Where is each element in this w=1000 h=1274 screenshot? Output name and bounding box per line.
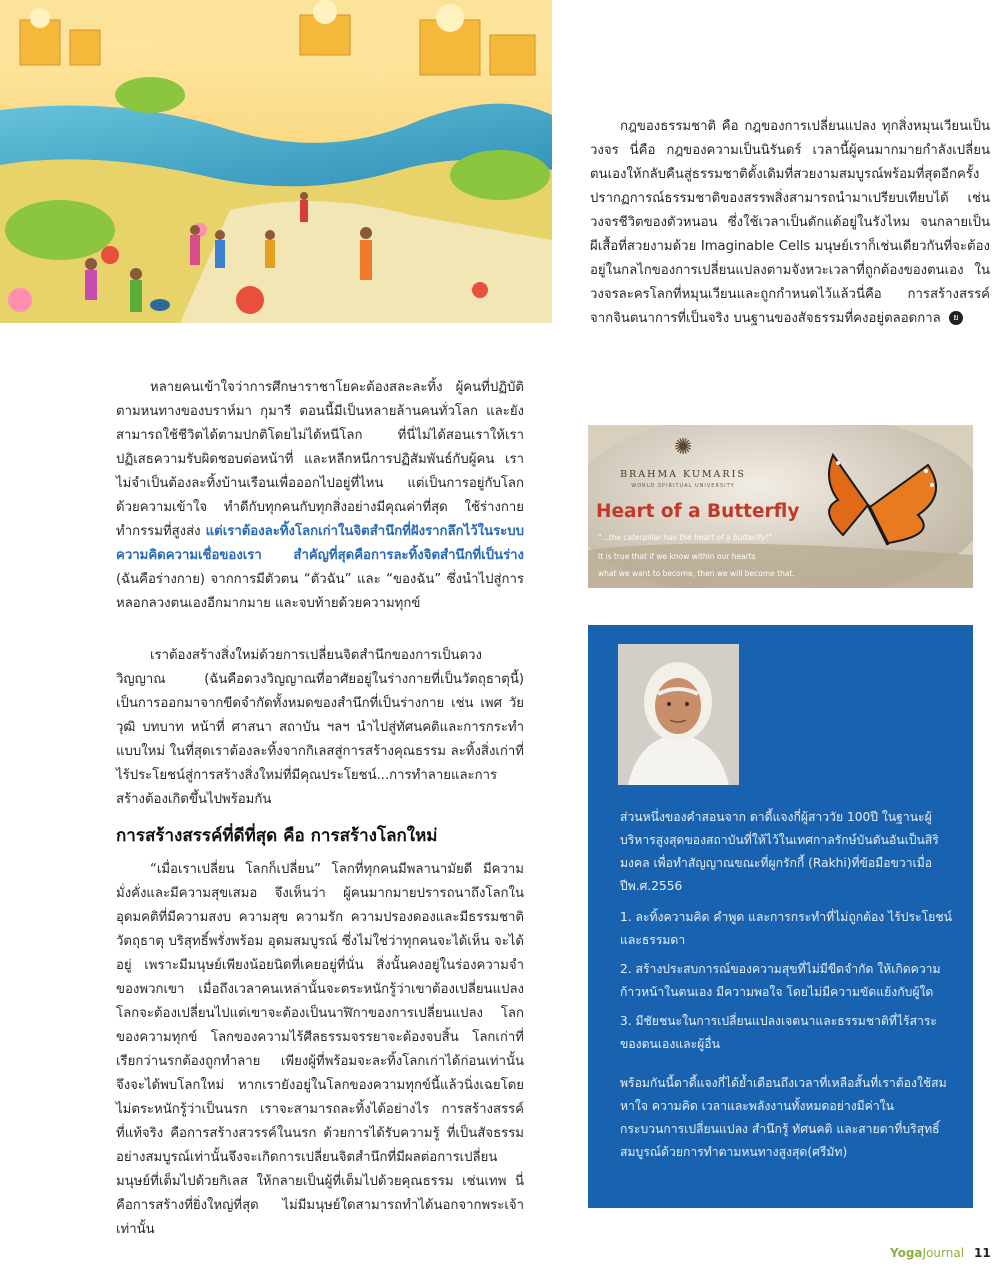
brand-name: BRAHMA KUMARIS (620, 469, 746, 480)
paragraph-soul-consciousness (116, 644, 524, 812)
paragraph-new-world (116, 858, 524, 1242)
intro-part-2: Imaginable Cells มนุษย์เราก็เช่นเดียวกันที่จะต้องอยู่ในกลไกของการเปลี่ยนแปลงตามจังหวะเวลาที่ถูกต้องของตนเอง ในวงจรละครโลกที่หมุนเวียนและถูกกำหนดไว้แล้วนี่คือ การสร้างสรรค์ จากจินตนาการที่เป็นจริง บนฐานของสัจธรรมที่คงอยู่ตลอดกาล (590, 239, 990, 326)
brand-subtitle: WORLD SPIRITUAL UNIVERSITY (631, 483, 735, 489)
teaching-item-1: 1. ละทิ้งความคิด คำพูด และการกระทำที่ไม่ถูกต้อง ไร้ประโยชน์และธรรมดา (620, 910, 952, 947)
page-footer (890, 1246, 991, 1260)
box-intro: ส่วนหนึ่งของคำสอนจาก ดาดี้แจงกี่ผู้สาววัย 100ปี ในฐานะผู้บริหารสูงสุดของสถาบันที่ให้ไว้ในเทศกาลรักษ์บันดันอันเป็นสิริมงคล เพื่อทำสัญญาณขณะที่ผูกรักกี้ (Rakhi)ที่ข้อมือขวาเมื่อปีพ.ศ.2556 (620, 810, 939, 893)
page-number: 11 (974, 1246, 991, 1260)
brand-journal: Journal (922, 1246, 965, 1260)
paragraph-1-start: หลายคนเข้าใจว่าการศึกษาราชาโยคะต้องสละละทิ้ง ผู้คนที่ปฏิบัติตามหนทางของบราห์มา กุมารี ตอนนี้มีเป็นหลายล้านคนทั่วโลก และยังสามารถใช้ชีวิตได้ตามปกติโดยไม่ได้หนีโลก ที่นี่ไม่ได้สอนเราให้เราปฏิเสธความรับผิดชอบต่อหน้าที่ และหลีกหนีการปฏิสัมพันธ์กับผู้คน เราไม่จำเป็นต้องละทิ้งบ้านเรือนเพื่อออกไปอยู่ที่ไหน แต่เป็นการอยู่กับโลกด้วยความเข้าใจ ทำดีกับทุกคนกับทุกสิ่งอย่างมีคุณค่าที่สุด ใช้ร่างกายทำกรรมที่สูงส่ง (116, 380, 524, 539)
section-heading: การสร้างสรรค์ที่ดีที่สุด คือ การสร้างโลกใหม่ (116, 826, 438, 846)
intro-part-1: กฎของธรรมชาติ คือ กฎของการเปลี่ยนแปลง ทุกสิ่งหมุนเวียนเป็นวงจร นี่คือ กฎของความเป็นนิรันดร์ เวลานี้ผู้คนมากมายกำลังเปลี่ยนตนเองให้กลับคืนสู่ธรรมชาติดั้งเดิมที่สวยงามสมบูรณ์พร้อมที่สุดอีกครั้ง ปรากฏการณ์ธรรมชาติของสรรพสิ่งสามารถนำมาเปรียบเทียบได้ เช่น วงจรชีวิตของตัวหนอน ซึ่งใช้เวลาเป็นดักแด้อยู่ในรังไหม จนกลายเป็นผีเสื้อที่สวยงามด้วย (590, 119, 990, 254)
paragraph-3-text: “เมื่อเราเปลี่ยน โลกก็เปลี่ยน” โลกที่ทุกคนมีพลานามัยดี มีความมั่งคั่งและมีความสุขเสมอ จึงเห็นว่า ผู้คนมากมายปรารถนาถึงโลกในอุดมคติที่มีความสงบ ความสุข ความรัก ความปรองดองและมีธรรมชาติ วัตถุธาตุ บริสุทธิ์พรั่งพร้อม อุดมสมบูรณ์ ซึ่งไม่ใช่ว่าทุกคนจะได้เห็น จะได้อยู่ เพราะมีมนุษย์เพียงน้อยนิดที่เคยอยู่ที่นั่น สิ่งนั้นคงอยู่ในร่องความจำของพวกเขา เมื่อถึงเวลาคนเหล่านั้นจะตระหนักรู้ว่าเขาต้องเปลี่ยนแปลง โลกจะต้องเปลี่ยนไปแต่เขาจะต้องเป็นนาฬิกาของการเปลี่ยนแปลง โลกของความทุกข์ โลกของความไร้ศีลธรรมจรรยาจะต้องจบสิ้น โลกเก่าที่เรียกว่านรกต้องถูกทำลาย เพียงผู้ที่พร้อมจะละทิ้งโลกเก่าได้ก่อนเท่านั้น จึงจะได้พบโลกใหม่ หากเรายังอยู่ในโลกของความทุกข์นี้แล้วนิ่งเฉยโดยไม่ตระหนักรู้ว่าเป็นนรก เราจะสามารถละทิ้งได้อย่างไร การสร้างสรรค์ที่แท้จริง คือการสร้างสวรรค์ในนรก ด้วยการได้รับความรู้ ที่เป็นสัจธรรมอย่างสมบูรณ์เท่านั้นจึงจะเกิดการเปลี่ยนจิตสำนึกที่มีผลต่อการเปลี่ยนมนุษย์ที่เต็มไปด้วยกิเลส ให้กลายเป็นผู้ที่เต็มไปด้วยคุณธรรม เช่นเทพ นี่คือการสร้างที่ยิ่งใหญ่ที่สุด ไม่มีมนุษย์ใดสามารถทำได้นอกจากพระเจ้าเท่านั้น (116, 862, 524, 1237)
end-mark-icon: ย (949, 311, 963, 325)
banner-line-1: It is true that if we know within our hearts (598, 552, 756, 561)
brand-lotus-icon: ✺ (674, 435, 693, 460)
banner-quote: "...the caterpillar has the heart of a butterfly!" (598, 533, 772, 542)
banner-title: Heart of a Butterfly (596, 501, 800, 522)
brand-yoga: Yoga (890, 1246, 923, 1260)
box-outro: พร้อมกันนี้ดาดี้แจงกี่ได้ย้ำเตือนถึงเวลาที่เหลือสั้นที่เราต้องใช้สมหาใจ ความคิด เวลาและพลังงานทั้งหมดอย่างมีค่าในกระบวนการเปลี่ยนแปลง สำนึกรู้ ทัศนคติ และสายตาที่บริสุทธิ์สมบูรณ์ด้วยการทำตามหนทางสูงสุด(ศรีมัท) (620, 1076, 947, 1159)
banner-line-2: what we want to become, then we will become that. (598, 569, 795, 578)
paragraph-2-text: เราต้องสร้างสิ่งใหม่ด้วยการเปลี่ยนจิตสำนึกของการเป็นดวงวิญญาณ (ฉันคือดวงวิญญาณที่อาศัยอยู่ในร่างกายที่เป็นวัตถุธาตุนี้) เป็นการออกมาจากขีดจำกัดทั้งหมดของสำนึกที่เป็นร่างกาย เช่น เพศ วัย วุฒิ บทบาท หน้าที่ ศาสนา สถาบัน ฯลฯ นำไปสู่ทัศนคติและการกระทำแบบใหม่ ในที่สุดเราต้องละทิ้งจากกิเลสสู่การสร้างคุณธรรม ละทิ้งสิ่งเก่าที่ไร้ประโยชน์สู่การสร้างสิ่งใหม่ที่มีคุณประโยชน์...การทำลายและการสร้างต้องเกิดขึ้นไปพร้อมกัน (116, 648, 524, 807)
golden-age-painting (0, 0, 552, 323)
teaching-item-2: 2. สร้างประสบการณ์ของความสุขที่ไม่มีขีดจำกัด ให้เกิดความก้าวหน้าในตนเอง มีความพอใจ โดยไม่มีความขัดแย้งกับผู้ใด (620, 962, 941, 999)
highlighted-text: แต่เราต้องละทิ้งโลกเก่าในจิตสำนึกที่ฝังรากลึกไว้ในระบบความคิดความเชื่อของเรา สำคัญที่สุดคือการละทิ้งจิตสำนึกที่เป็นร่าง (116, 524, 524, 563)
butterfly-banner (588, 425, 973, 588)
paragraph-1-end: (ฉันคือร่างกาย) จากการมีตัวตน “ตัวฉัน” และ “ของฉัน” ซึ่งนำไปสู่การหลอกลวงตนเองอีกมากมาย และจบท้ายด้วยความทุกข์ (116, 572, 524, 611)
intro-paragraph (590, 115, 990, 331)
paragraph-renunciation (116, 376, 524, 616)
dadi-portrait (618, 644, 739, 785)
teachings-box (588, 625, 973, 1208)
teaching-item-3: 3. มีชัยชนะในการเปลี่ยนแปลงเจตนาและธรรมชาติที่ไร้สาระของตนเองและผู้อื่น (620, 1014, 937, 1051)
